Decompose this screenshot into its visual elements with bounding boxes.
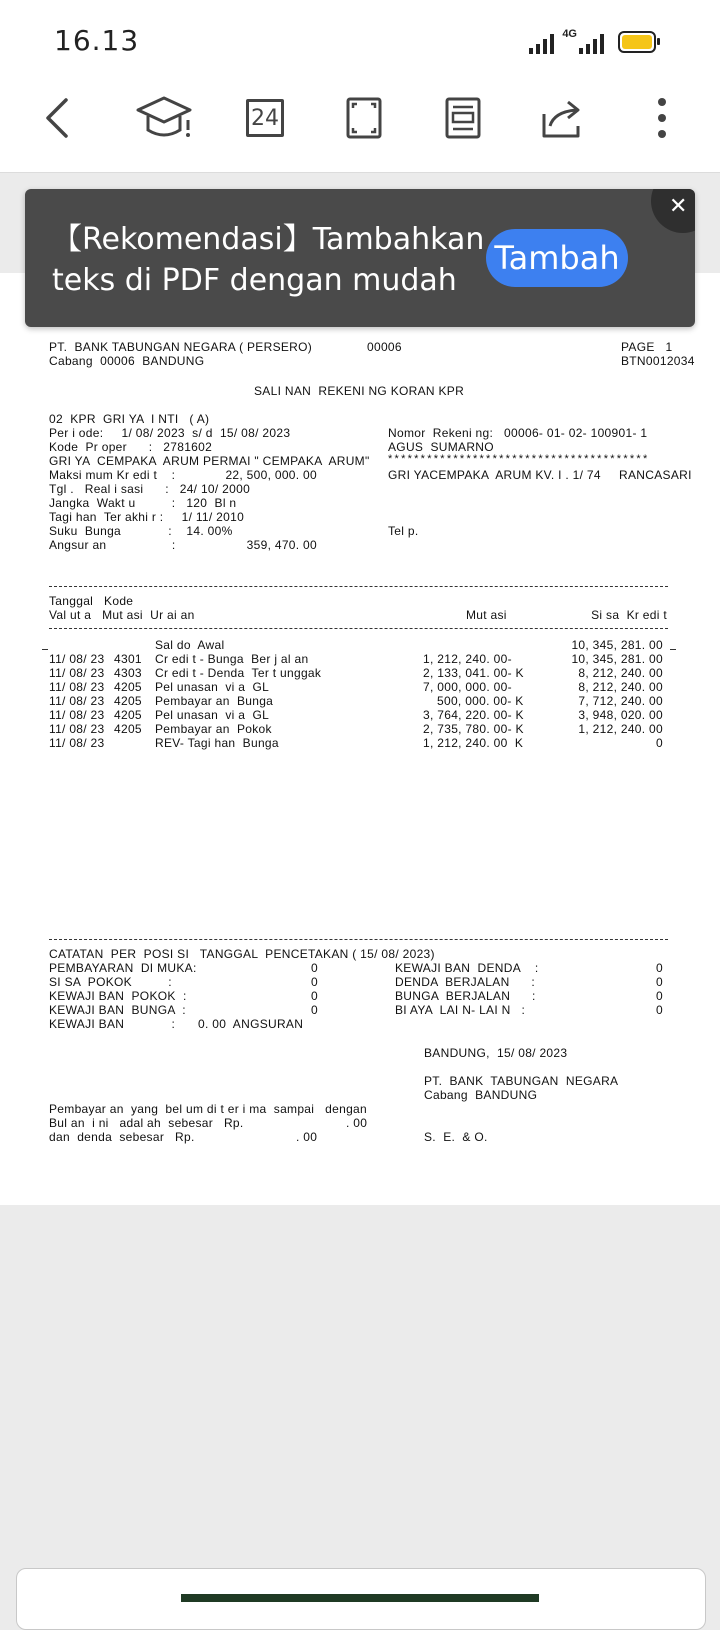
network-type-label: 4G	[562, 28, 577, 40]
signature-initials: S. E. & O.	[424, 1130, 488, 1144]
back-icon	[44, 96, 72, 140]
bank-name: PT. BANK TABUNGAN NEGARA ( PERSERO)	[49, 340, 313, 354]
header-mutasi: Mut asi	[466, 608, 507, 622]
divider	[49, 586, 668, 587]
statement-title: SALI NAN REKENI NG KORAN KPR	[254, 384, 465, 398]
status-time: 16.13	[54, 24, 140, 57]
row-tanggal: 11/ 08/ 23	[49, 736, 105, 750]
page-label: PAGE 1	[621, 340, 673, 354]
info-line: Tgl . Real i sasi : 24/ 10/ 2000	[49, 482, 251, 496]
info-line: Jangka Wakt u : 120 Bl n	[49, 496, 237, 510]
catatan-title: CATATAN PER POSI SI TANGGAL PENCETAKAN ( 15/ 08/ 2023)	[49, 947, 435, 961]
maksimum-kredit-value: 22, 500, 000. 00	[225, 468, 317, 482]
margin-mark	[42, 649, 48, 650]
row-mutasi: 1, 212, 240. 00-	[423, 652, 512, 666]
reading-mode-button[interactable]	[433, 86, 493, 150]
footer-amount: . 00	[346, 1116, 368, 1130]
signature-branch: Cabang BANDUNG	[424, 1088, 538, 1102]
study-cap-icon	[134, 94, 194, 142]
row-uraian: Pembayar an Pokok	[155, 722, 272, 736]
info-line: Tagi han Ter akhi r : 1/ 11/ 2010	[49, 510, 245, 524]
catatan-value: 0	[311, 989, 318, 1003]
more-button[interactable]	[632, 86, 692, 150]
info-line: Angsur an :	[49, 538, 176, 552]
row-sisa: 8, 212, 240. 00	[578, 666, 663, 680]
banner-text	[52, 219, 492, 301]
page-number-button[interactable]	[235, 86, 295, 150]
share-button[interactable]	[532, 86, 592, 150]
fullscreen-icon	[344, 96, 384, 140]
row-mutasi: 3, 764, 220. 00- K	[423, 708, 524, 722]
row-tanggal: 11/ 08/ 23	[49, 708, 105, 722]
page-number-badge: 24	[246, 99, 284, 137]
row-uraian: Cr edi t - Denda Ter t unggak	[155, 666, 322, 680]
reading-mode-icon	[443, 96, 483, 140]
footer-line: dan denda sebesar Rp.	[49, 1130, 195, 1144]
row-sisa: 8, 212, 240. 00	[578, 680, 663, 694]
row-uraian: Pel unasan vi a GL	[155, 680, 270, 694]
catatan-label: PEMBAYARAN DI MUKA:	[49, 961, 197, 975]
account-name: AGUS SUMARNO	[388, 440, 494, 454]
row-tanggal: 11/ 08/ 23	[49, 652, 105, 666]
banner-line-2: teks di PDF dengan mudah	[52, 263, 457, 298]
stars-line: * * * * * * * * * * * * * * * * * * * * * * * * * * * * * * * * * * * * * * * *	[388, 453, 647, 465]
catatan-label: DENDA BERJALAN :	[395, 975, 535, 989]
row-tanggal: 11/ 08/ 23	[49, 666, 105, 680]
row-tanggal: 11/ 08/ 23	[49, 680, 105, 694]
row-mutasi: 7, 000, 000. 00-	[423, 680, 512, 694]
row-kode: 4301	[114, 652, 142, 666]
catatan-label: BUNGA BERJALAN :	[395, 989, 536, 1003]
row-mutasi: 500, 000. 00- K	[437, 694, 524, 708]
add-button[interactable]: Tambah	[486, 229, 628, 287]
row-mutasi: 2, 735, 780. 00- K	[423, 722, 524, 736]
status-icons	[529, 28, 656, 54]
catatan-value: 0	[656, 1003, 663, 1017]
header-valuta: Val ut a Mut asi Ur ai an	[49, 608, 195, 622]
catatan-value: 0	[656, 975, 663, 989]
catatan-label: KEWAJI BAN POKOK :	[49, 989, 187, 1003]
row-mutasi: 2, 133, 041. 00- K	[423, 666, 524, 680]
row-sisa: 0	[656, 736, 663, 750]
row-uraian: Pel unasan vi a GL	[155, 708, 270, 722]
catatan-value: 0	[656, 961, 663, 975]
footer-line: Pembayar an yang bel um di t er i ma sampai dengan	[49, 1102, 367, 1116]
row-tanggal: 11/ 08/ 23	[49, 722, 105, 736]
branch-name: Cabang 00006 BANDUNG	[49, 354, 205, 368]
info-line: Maksi mum Kr edi t :	[49, 468, 176, 482]
address: GRI YACEMPAKA ARUM KV. I . 1/ 74 RANCASARI	[388, 468, 692, 482]
ad-image	[181, 1594, 539, 1602]
row-sisa: 1, 212, 240. 00	[578, 722, 663, 736]
catatan-label: BI AYA LAI N- LAI N :	[395, 1003, 526, 1017]
top-app-bar	[0, 0, 720, 173]
row-kode: 4205	[114, 708, 142, 722]
info-line: Suku Bunga : 14. 00%	[49, 524, 233, 538]
banner-line-1: 【Rekomendasi】Tambahkan	[52, 222, 485, 257]
info-line: GRI YA CEMPAKA ARUM PERMAI " CEMPAKA ARUM"	[49, 454, 370, 468]
recommendation-banner	[25, 189, 695, 327]
margin-mark	[670, 649, 676, 650]
back-button[interactable]	[28, 86, 88, 150]
row-kode: 4205	[114, 694, 142, 708]
row-tanggal: 11/ 08/ 23	[49, 694, 105, 708]
footer-amount: . 00	[296, 1130, 318, 1144]
info-line: Kode Pr oper : 2781602	[49, 440, 213, 454]
catatan-value: 0	[311, 975, 318, 989]
angsuran-value: 359, 470. 00	[246, 538, 317, 552]
divider	[49, 939, 668, 940]
catatan-value: 0	[311, 1003, 318, 1017]
header-tanggal: Tanggal Kode	[49, 594, 134, 608]
info-line: Per i ode: 1/ 08/ 2023 s/ d 15/ 08/ 2023	[49, 426, 291, 440]
share-icon	[538, 96, 586, 140]
header-sisa-kredit: Si sa Kr edi t	[591, 608, 667, 622]
row-uraian: REV- Tagi han Bunga	[155, 736, 279, 750]
row-mutasi: 1, 212, 240. 00 K	[423, 736, 524, 750]
row-kode: 4303	[114, 666, 142, 680]
row-sisa: 7, 712, 240. 00	[578, 694, 663, 708]
catatan-label: SI SA POKOK :	[49, 975, 172, 989]
battery-icon	[618, 31, 656, 53]
banner-close-button[interactable]	[651, 189, 695, 233]
row-sisa: 10, 345, 281. 00	[571, 652, 663, 666]
telp-label: Tel p.	[388, 524, 419, 538]
catatan-label: KEWAJI BAN BUNGA :	[49, 1003, 186, 1017]
more-icon	[656, 96, 668, 140]
study-button[interactable]	[134, 86, 194, 150]
row-uraian: Cr edi t - Bunga Ber j al an	[155, 652, 309, 666]
pdf-toolbar	[0, 86, 720, 150]
signature-place-date: BANDUNG, 15/ 08/ 2023	[424, 1046, 568, 1060]
row-sisa: 3, 948, 020. 00	[578, 708, 663, 722]
close-icon: ✕	[669, 193, 688, 218]
row-kode: 4205	[114, 722, 142, 736]
row-sisa: 10, 345, 281. 00	[571, 638, 663, 652]
divider	[49, 628, 668, 629]
row-uraian: Pembayar an Bunga	[155, 694, 274, 708]
row-uraian: Sal do Awal	[155, 638, 225, 652]
account-number: Nomor Rekeni ng: 00006- 01- 02- 100901- 1	[388, 426, 648, 440]
catatan-value: 0. 00 ANGSURAN	[198, 1017, 304, 1031]
signal-icon	[529, 32, 554, 54]
signal-icon-2	[579, 32, 604, 54]
signature-bank: PT. BANK TABUNGAN NEGARA	[424, 1074, 619, 1088]
catatan-value: 0	[311, 961, 318, 975]
catatan-label: KEWAJI BAN DENDA :	[395, 961, 539, 975]
row-kode: 4205	[114, 680, 142, 694]
footer-line: Bul an i ni adal ah sebesar Rp.	[49, 1116, 244, 1130]
catatan-label: KEWAJI BAN :	[49, 1017, 176, 1031]
doc-code: BTN0012034	[621, 354, 695, 368]
catatan-value: 0	[656, 989, 663, 1003]
fullscreen-button[interactable]	[334, 86, 394, 150]
info-line: 02 KPR GRI YA I NTI ( A)	[49, 412, 210, 426]
branch-code: 00006	[367, 340, 402, 354]
